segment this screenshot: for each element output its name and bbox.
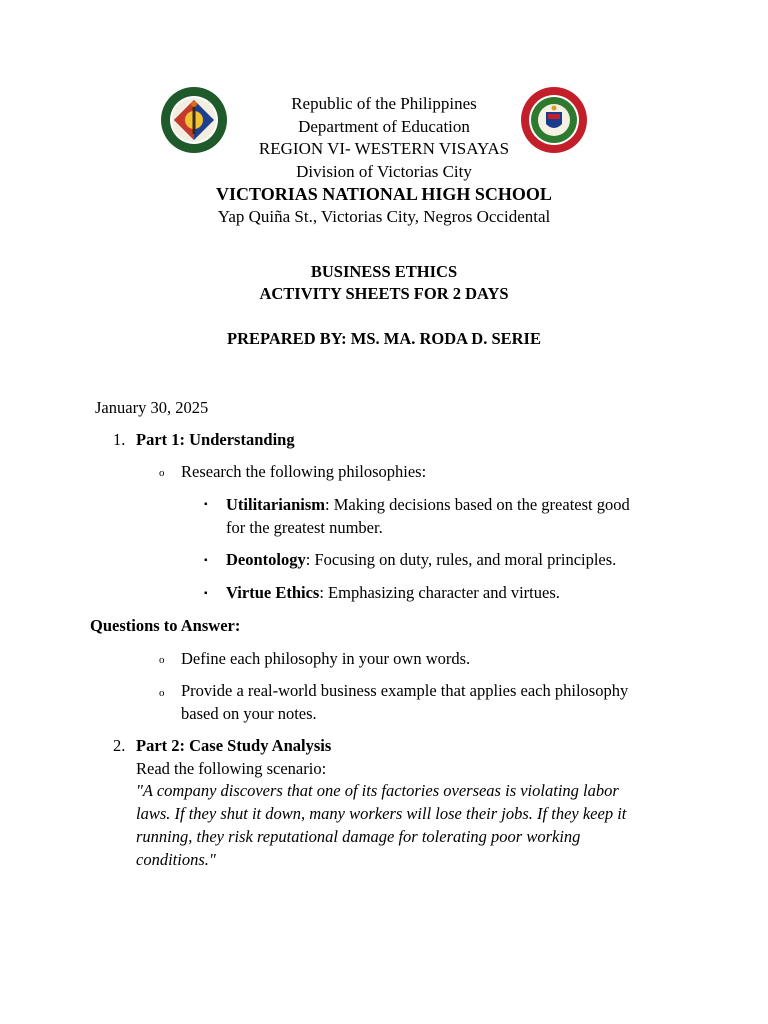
letterhead-school: VICTORIAS NATIONAL HIGH SCHOOL <box>216 184 552 204</box>
letterhead-republic: Republic of the Philippines <box>291 94 477 113</box>
part1-instruction: Research the following philosophies: <box>181 462 427 481</box>
letterhead-address: Yap Quiña St., Victorias City, Negros Occidental <box>217 206 551 226</box>
bullet-icon: o <box>159 654 165 666</box>
letterhead-region: REGION VI- WESTERN VISAYAS <box>258 139 510 158</box>
prepared-by: PREPARED BY: MS. MA. RODA D. SERIE <box>227 329 541 348</box>
philosophy-item: Utilitarianism: Making decisions based on the greatest good <box>226 495 630 514</box>
title-block <box>0 261 768 305</box>
part1-number: 1. <box>113 430 126 449</box>
part2-number: 2. <box>113 736 126 755</box>
letterhead <box>0 93 768 228</box>
scenario-quote: laws. If they shut it down, many workers will lose their jobs. If they keep it <box>136 804 627 823</box>
letterhead-department: Department of Education <box>298 116 470 136</box>
part2-heading: Part 2: Case Study Analysis <box>136 736 332 755</box>
square-bullet-icon: ▪ <box>204 499 208 510</box>
activity-title: ACTIVITY SHEETS FOR 2 DAYS <box>259 284 509 303</box>
scenario-quote: running, they risk reputational damage for tolerating poor working <box>136 827 581 846</box>
square-bullet-icon: ▪ <box>204 588 208 599</box>
square-bullet-icon: ▪ <box>204 555 208 566</box>
philosophy-item: Virtue Ethics: Emphasizing character and virtues. <box>226 583 560 602</box>
document-date: January 30, 2025 <box>95 398 209 417</box>
philosophy-item-cont: for the greatest number. <box>226 518 383 537</box>
scenario-quote: conditions." <box>136 850 216 869</box>
subject-title: BUSINESS ETHICS <box>310 262 458 281</box>
philosophy-item: Deontology: Focusing on duty, rules, and moral principles. <box>226 550 617 569</box>
bullet-icon: o <box>159 687 165 699</box>
question-item-cont: based on your notes. <box>181 704 317 723</box>
part2-intro: Read the following scenario: <box>136 759 327 778</box>
question-item: Provide a real-world business example that applies each philosophy <box>181 681 629 700</box>
letterhead-division: Division of Victorias City <box>296 161 472 181</box>
questions-heading: Questions to Answer: <box>90 616 241 635</box>
part1-heading: Part 1: Understanding <box>136 430 295 449</box>
bullet-icon: o <box>159 467 165 479</box>
question-item: Define each philosophy in your own words. <box>181 649 471 668</box>
scenario-quote: "A company discovers that one of its factories overseas is violating labor <box>136 781 619 800</box>
